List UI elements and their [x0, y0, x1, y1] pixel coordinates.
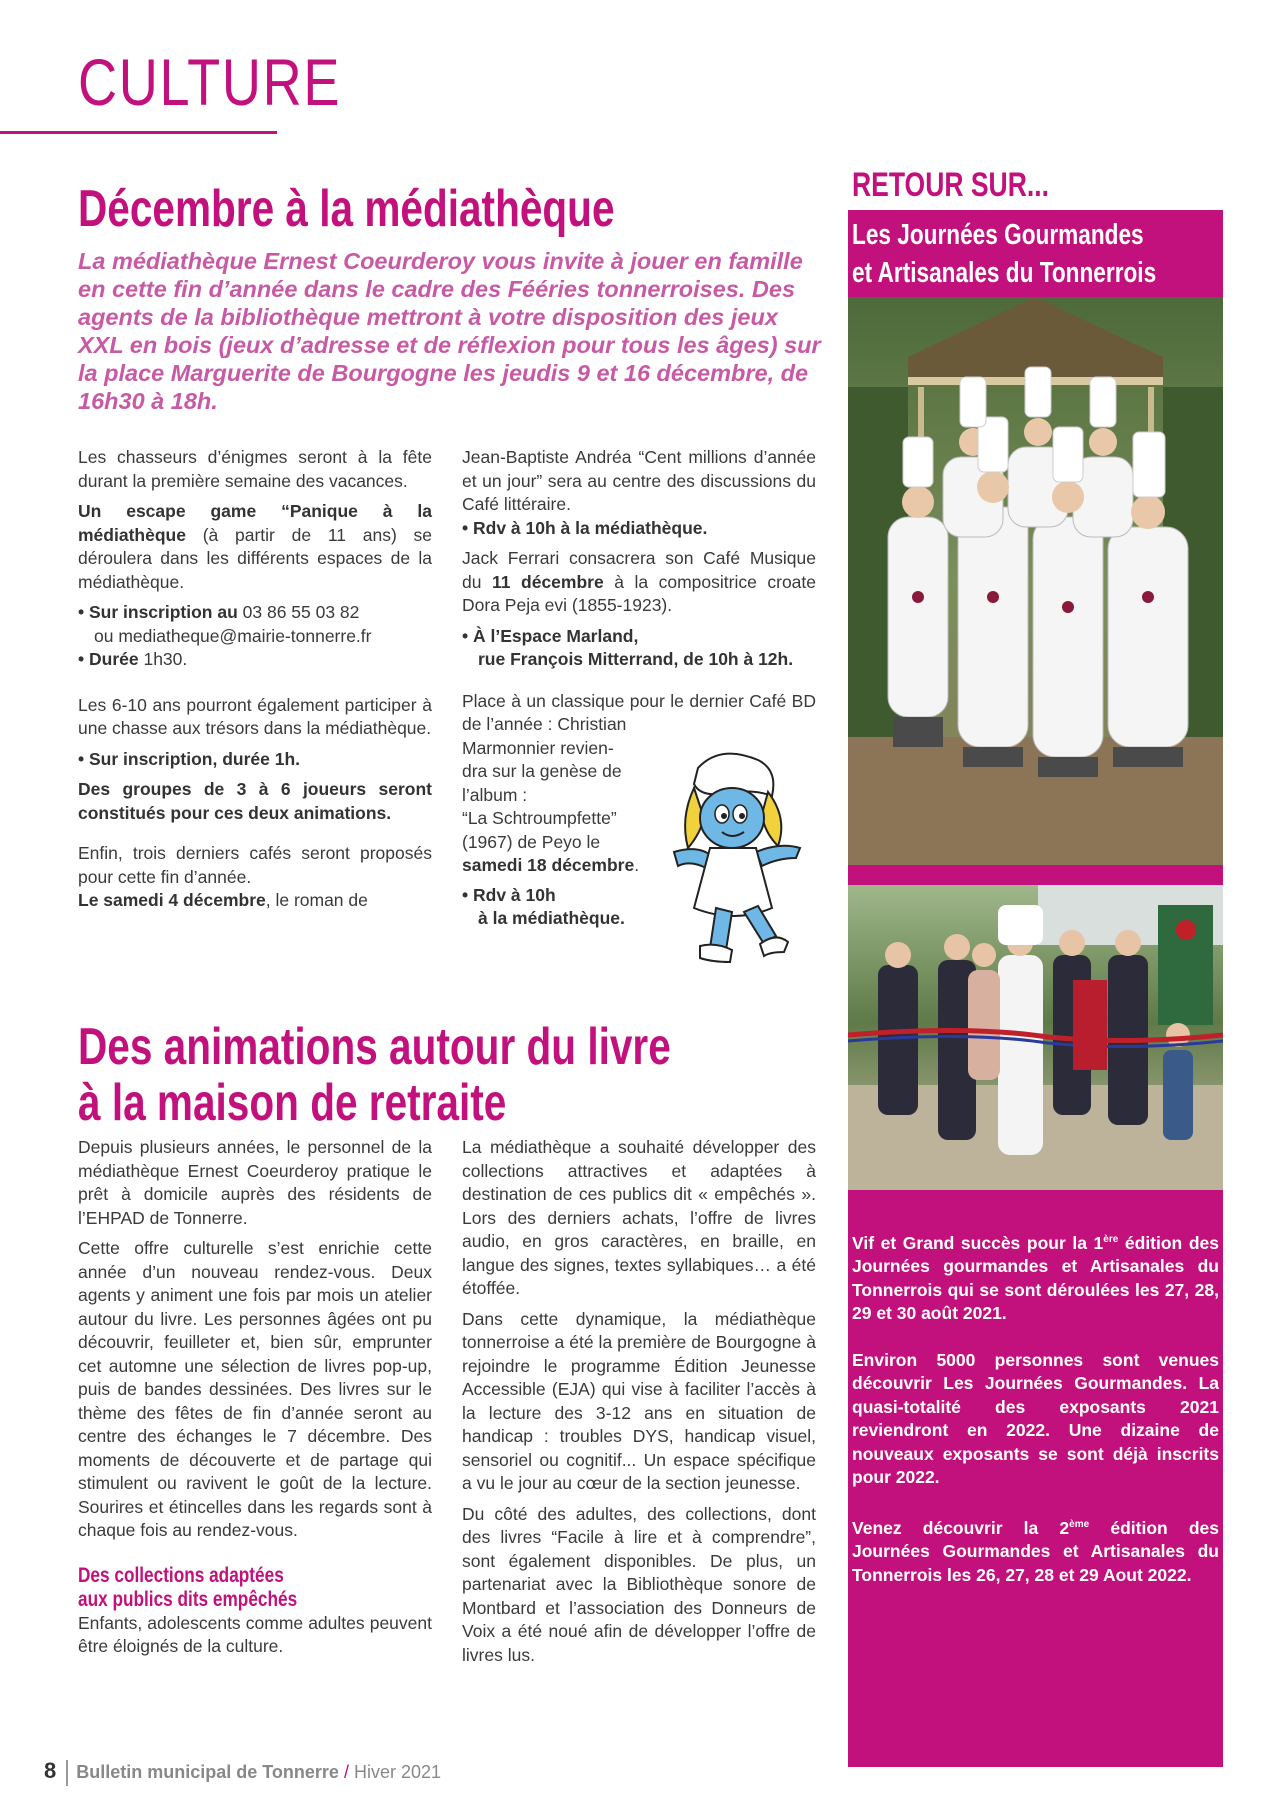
paragraph: Place à un classique pour le dernier Café BD de l’année : Christian: [462, 690, 816, 734]
bullet-item: • Sur inscription, durée 1h.: [78, 748, 300, 769]
paragraph: Vif et Grand succès pour la 1ère édition des Journées gourmandes et Artisanales du Tonnerrois qui se sont déroulées les 27, 28, 29 et 30 août 2021.: [852, 1232, 1219, 1324]
paragraph: Les chasseurs d’énigmes seront à la fête durant la première semaine des vacances.: [78, 447, 432, 491]
ribbon-cutting-image: [848, 885, 1223, 1190]
sidebar-title: RETOUR SUR...: [852, 166, 1049, 204]
text-line: samedi 18 décembre.: [462, 855, 640, 875]
article2-title-line-1: Des animations autour du livre: [78, 1018, 671, 1076]
bullet-item: • Rdv à 10h: [462, 884, 556, 905]
chefs-group-photo: [848, 297, 1223, 865]
email-text: ou mediatheque@mairie-tonnerre.fr: [94, 625, 372, 646]
section-label: CULTURE: [78, 45, 342, 119]
spacer: [78, 832, 432, 842]
paragraph: Dans cette dynamique, la médiathèque tonnerroise a été la première de Bourgogne à rejoindre le programme Édition Jeunesse Accessible (EJA) qui vise à faciliter l’accès à la lecture des 3-12 ans en situation de handicap : troubles DYS, handicap visuel, sensoriel ou cognitif... Un espace spécifique a vu le jour au cœur de la section jeunesse.: [462, 1308, 816, 1493]
spacer: [78, 672, 432, 694]
article1-lead: La médiathèque Ernest Coeurderoy vous invite à jouer en famille en cette fin d’année dans le cadre des Fééries tonnerroises. Des agents de la bibliothèque mettront à votre disposition des jeux XXL en bois (jeux d’adresse et de réflexion pour tous les âges) sur la place Marguerite de Bourgogne les jeudis 9 et 16 décembre, de 16h30 à 18h.: [78, 248, 821, 414]
page-footer: [44, 1758, 441, 1786]
bullet-item: • Sur inscription au 03 86 55 03 82: [78, 602, 360, 622]
page-number: 8: [44, 1758, 57, 1783]
paragraph: Venez découvrir la 2ème édition des Journées Gourmandes et Artisanales du Tonnerrois les 26, 27, 28 et 29 Aout 2022.: [852, 1517, 1220, 1585]
paragraph: La médiathèque a souhaité développer des collections attractives et adaptées à destination de ces publics dit « empêchés ». Lors des derniers achats, l’offre de livres audio, en gros caractères, en braille, en langue des signes, textes syllabiques… a été étoffée.: [462, 1137, 816, 1298]
article1-title: Décembre à la médiathèque: [78, 180, 615, 238]
article2-column-2: [462, 1136, 816, 1674]
paragraph: Depuis plusieurs années, le personnel de la médiathèque Ernest Coeurderoy pratique le prêt à domicile auprès des résidents de l’EHPAD de Tonnerre.: [78, 1137, 432, 1228]
sidebar-text: [852, 1228, 1219, 1610]
paragraph: Enfants, adolescents comme adultes peuvent être éloignés de la culture.: [78, 1612, 432, 1656]
footer-divider: [66, 1760, 68, 1786]
sidebar-subtitle-line: et Artisanales du Tonnerrois: [852, 257, 1157, 289]
ribbon-cutting-photo: [848, 885, 1223, 1190]
bullet-item: • Rdv à 10h à la médiathèque.: [462, 517, 708, 538]
text-line: Marmonnier revien-: [462, 737, 614, 758]
smurfette-illustration: [660, 748, 810, 988]
paragraph: Le samedi 4 décembre, le roman de: [78, 890, 368, 910]
paragraph: Environ 5000 personnes sont venues découvrir Les Journées Gourmandes. La quasi-totalité des exposants 2021 reviendront en 2022. Une dizaine de nouveaux exposants se sont déjà inscrits pour 2022.: [852, 1349, 1219, 1488]
section-divider: [0, 131, 277, 134]
bullet-item-continued: à la médiathèque.: [478, 908, 625, 928]
paragraph: Des groupes de 3 à 6 joueurs seront constitués pour ces deux animations.: [78, 779, 432, 823]
footer-separator: /: [338, 1762, 354, 1782]
paragraph: Jean-Baptiste Andréa “Cent millions d’année et un jour” sera au centre des discussions du Café littéraire.: [462, 447, 816, 514]
issue-name: Hiver 2021: [353, 1762, 442, 1782]
subheading: aux publics dits empêchés: [78, 1587, 298, 1611]
paragraph: Du côté des adultes, des collections, dont des livres “Facile à lire et à comprendre”, sont également disponibles. De plus, un partenariat avec la Bibliothèque sonore de Montbard et l’association des Donneurs de Voix a été noué afin de développer l’offre de livres lus.: [462, 1503, 816, 1665]
bullet-item: • Durée 1h30.: [78, 649, 188, 669]
paragraph: Enfin, trois derniers cafés seront proposés pour cette fin d’année.: [78, 843, 432, 887]
paragraph: Cette offre culturelle s’est enrichie cette année d’un nouveau rendez-vous. Deux agents y animent une fois par mois un atelier autour du livre. Les personnes âgées ont pu découvrir, feuilleter et, bien sûr, emprunter cet automne une sélection de livres pop-up, puis de bandes dessinées. Des livres sur le thème des fêtes de fin d’année seront au centre des échanges le 7 décembre. Des moments de découverte et de partage qui stimulent ou ravivent le goût de la lecture. Sourires et étincelles dans les regards sont à chaque fois au rendez-vous.: [78, 1238, 432, 1540]
publication-name: Bulletin municipal de Tonnerre: [76, 1762, 339, 1782]
sidebar-subtitle: [852, 216, 1156, 292]
sidebar-subtitle-line: Les Journées Gourmandes: [852, 219, 1144, 251]
paragraph: Les 6-10 ans pourront également participer à une chasse aux trésors dans la médiathèque.: [78, 694, 432, 738]
spacer: [78, 1550, 432, 1564]
bullet-item-continued: rue François Mitterrand, de 10h à 12h.: [478, 649, 794, 669]
article2-title-line-2: à la maison de retraite: [78, 1074, 507, 1132]
text-line: (1967) de Peyo le: [462, 831, 601, 852]
text-line: “La Schtroumpfette”: [462, 808, 617, 828]
article1-column-1: [78, 446, 432, 920]
text-line: l’album :: [462, 784, 528, 805]
subheading: Des collections adaptées: [78, 1563, 284, 1587]
paragraph: Jack Ferrari consacrera son Café Musique du 11 décembre à la compositrice croate Dora Peja evi (1855-1923).: [462, 548, 817, 615]
paragraph: Un escape game “Panique à la médiathèque (à partir de 11 ans) se déroulera dans les différents espaces de la médiathèque.: [78, 501, 432, 592]
text-line: dra sur la genèse de: [462, 761, 622, 781]
spacer: [462, 672, 816, 690]
chefs-group-image: [848, 297, 1223, 865]
bullet-item: • À l’Espace Marland,: [462, 625, 639, 646]
article2-column-1: [78, 1136, 432, 1666]
